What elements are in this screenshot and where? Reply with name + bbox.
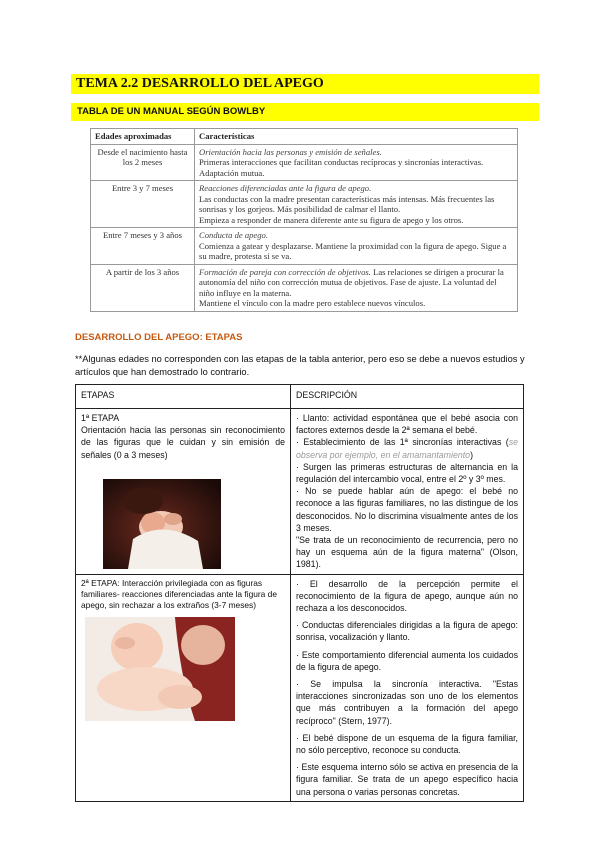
table-header-row <box>76 385 524 409</box>
baby-photo <box>103 479 221 569</box>
column-header-characteristics: Características <box>195 129 518 145</box>
stage-label: 1ª ETAPA <box>81 413 120 423</box>
row-text: Las relaciones se dirigen a procurar la autonomía del niño con corrección mutua de objetivos. Fase de ajuste. La voluntad del niño influye en la materna. <box>199 266 504 298</box>
row-title: Orientación hacia las personas y emisión de señales. <box>199 146 382 157</box>
characteristics-cell <box>195 144 518 181</box>
description-item: · Este comportamiento diferencial aumenta los cuidados de la figura de apego. <box>296 649 518 672</box>
description-item: · Este esquema interno sólo se activa en presencia de la figura familiar. Se trata de un apego específico hacia una persona o varias personas concretas. <box>296 762 518 797</box>
row-text: Primeras interacciones que facilitan conductas recíprocas y sincronías interactivas. Adaptación mutua. <box>199 157 484 178</box>
description-quote: "Se trata de un reconocimiento de recurrencia, pero no hay un esquema aún de la figura materna" (Olson, 1981). <box>296 535 518 570</box>
age-cell: Entre 3 y 7 meses <box>91 181 195 228</box>
baby-photo <box>85 617 235 721</box>
age-cell: Entre 7 meses y 3 años <box>91 228 195 265</box>
table-row <box>91 144 518 181</box>
age-cell: Desde el nacimiento hasta los 2 meses <box>91 144 195 181</box>
stage-cell <box>76 574 291 801</box>
characteristics-cell <box>195 228 518 265</box>
page-subtitle: TABLA DE UN MANUAL SEGÚN BOWLBY <box>71 103 539 121</box>
table-row <box>91 181 518 228</box>
row-title: Conducta de apego. <box>199 230 268 240</box>
bowlby-table <box>90 128 518 312</box>
row-text: Empieza a responder de manera diferente ante su figura de apego y los otros. <box>199 214 464 225</box>
section-heading: DESARROLLO DEL APEGO: ETAPAS <box>75 332 243 343</box>
table-row <box>76 574 524 801</box>
characteristics-cell <box>195 181 518 228</box>
row-title: Formación de pareja con corrección de objetivos. <box>199 266 371 277</box>
description-item: · Se impulsa la sincronía interactiva. "Estas interacciones sincronizadas son uno de los elementos que más contribuyen a la formación del apego recíproco" (Stern, 1977). <box>296 679 518 726</box>
row-title: Reacciones diferenciadas ante la figura de apego. <box>199 183 372 193</box>
page-title: TEMA 2.2 DESARROLLO DEL APEGO <box>71 74 539 94</box>
stages-table <box>75 384 524 802</box>
stage-label: 2ª ETAPA: Interacción privilegiada con as figuras familiares- reacciones diferenciadas ante la figura de apego, sin rechazar a los extraños (3-7 meses) <box>81 577 277 610</box>
description-item: · El desarrollo de la percepción permite el reconocimiento de la figura de apego, aunque aún no rechaza a los desconocidos. <box>296 578 518 614</box>
description-cell <box>291 574 524 801</box>
row-text: Comienza a gatear y desplazarse. Mantiene la proximidad con la figura de apego. Sigue a su madre, protesta si se va. <box>199 240 507 261</box>
description-item: · Llanto: actividad espontánea que el bebé asocia con factores externos desde la 2ª semana el bebé. <box>296 413 518 436</box>
table-header-row <box>91 129 518 145</box>
sync-example: se observa por ejemplo, en el amamantamiento <box>296 437 518 460</box>
sync-text-end: ) <box>470 449 474 460</box>
sync-text-start: · Establecimiento de las 1ª sincronías interactivas ( <box>296 437 509 448</box>
description-item: · Conductas diferenciales dirigidas a la figura de apego: sonrisa, vocalización y llanto. <box>296 620 518 643</box>
stage-text: Orientación hacia las personas sin reconocimiento de las figuras que le cuidan y sin emisión de señales (0 a 3 meses) <box>81 425 285 460</box>
description-item: · No se puede hablar aún de apego: el bebé no reconoce a las figuras familiares, no las distingue de los desconocidos. No lo discrimina visualmente antes de los 3 meses. <box>296 486 518 533</box>
table-row <box>91 228 518 265</box>
table-row <box>91 264 518 311</box>
column-header-description: DESCRIPCIÓN <box>291 385 524 409</box>
description-item: · Surgen las primeras estructuras de alternancia en la regulación del intercambio vocal, entre el 2º y 3º mes. <box>296 461 518 485</box>
column-header-stages: ETAPAS <box>76 385 291 409</box>
characteristics-cell <box>195 264 518 311</box>
column-header-age: Edades aproximadas <box>91 129 195 145</box>
row-text: Mantiene el vínculo con la madre pero establece nuevos vínculos. <box>199 298 426 308</box>
note-paragraph: **Algunas edades no corresponden con las etapas de la tabla anterior, pero eso se debe a nuevos estudios y artículos que han demostrado lo contrario. <box>75 354 525 377</box>
row-text: Las conductas con la madre presentan características más intensas. Más frecuentes las sonrisas y los gorjeos. Más posibilidad de calmar el llanto. <box>199 193 495 214</box>
table-row <box>76 409 524 575</box>
description-item <box>296 436 518 460</box>
description-cell <box>291 409 524 575</box>
description-item: · El bebé dispone de un esquema de la figura familiar, no sólo perceptivo, reconoce su conducta. <box>296 732 518 756</box>
stage-cell <box>76 409 291 575</box>
age-cell: A partir de los 3 años <box>91 264 195 311</box>
